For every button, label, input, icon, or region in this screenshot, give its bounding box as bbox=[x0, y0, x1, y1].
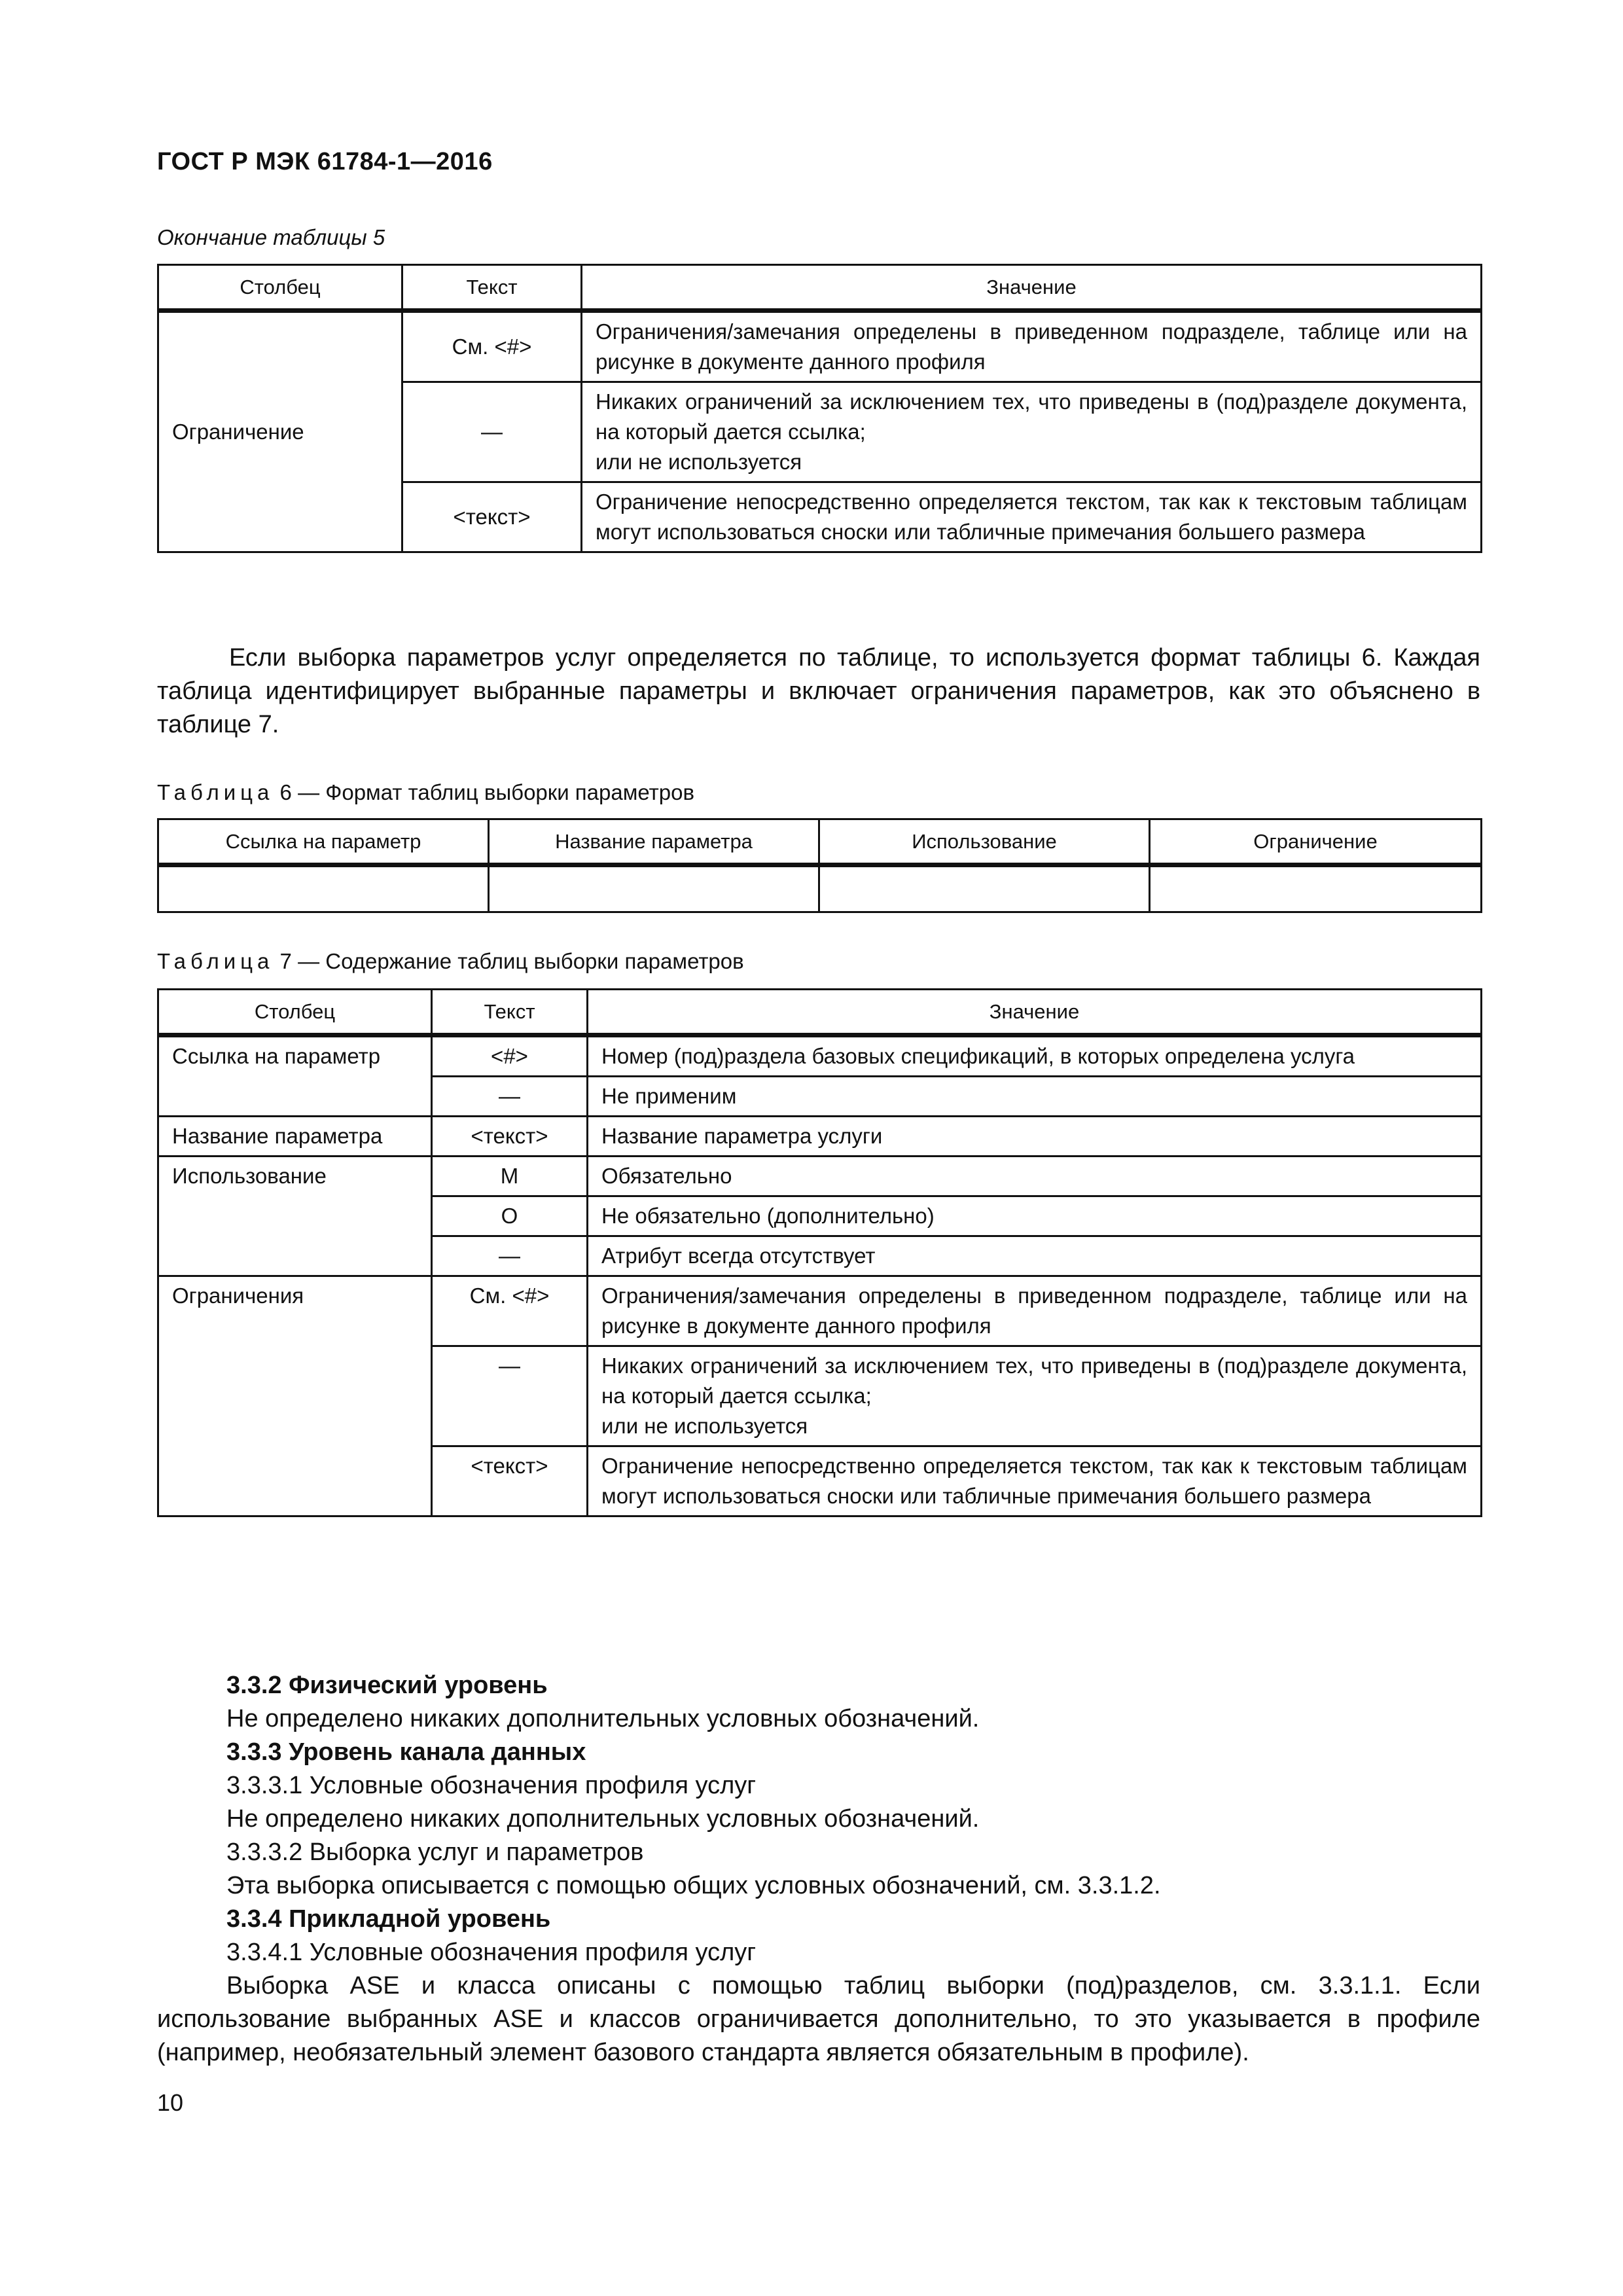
body-paragraph: Выборка ASE и класса описаны с помощью таблиц выборки (под)разделов, см. 3.3.1.1. Если использование выбранных ASE и классов ограничивается дополнительно, то это указывается в профиле (например, необязательный элемент базового стандарта является обязательным в профиле). bbox=[157, 1972, 1480, 2066]
table7-text-cell: — bbox=[432, 1077, 588, 1117]
body-paragraph: Если выборка параметров услуг определяется по таблице, то используется формат таблицы 6. Каждая таблица идентифицирует выбранные параметры и включает ограничения параметров, как это объяснено в таблице 7. bbox=[157, 644, 1480, 738]
table5-header-meaning: Значение bbox=[582, 265, 1482, 311]
table7-meaning-cell: Ограничение непосредственно определяется текстом, так как к текстовым таблицам могут использоваться сноски или табличные примечания большего размера bbox=[588, 1446, 1482, 1516]
table7-meaning-cell: Не применим bbox=[588, 1077, 1482, 1117]
section-heading: 3.3.4 Прикладной уровень bbox=[226, 1905, 551, 1933]
table7-column-cell: Название параметра bbox=[158, 1117, 432, 1157]
table5-text-cell: См. <#> bbox=[402, 311, 582, 382]
table7-caption-title: 7 — Содержание таблиц выборки параметров bbox=[274, 949, 744, 973]
table7-column-cell: Использование bbox=[158, 1157, 432, 1276]
table5-text-cell: — bbox=[402, 382, 582, 482]
table7-meaning-cell: Ограничения/замечания определены в приведенном подразделе, таблице или на рисунке в документе данного профиля bbox=[588, 1276, 1482, 1346]
table5-column-cell: Ограничение bbox=[158, 311, 402, 552]
table7 bbox=[157, 988, 1482, 1517]
document-page bbox=[157, 0, 1480, 2296]
table7-meaning-cell: Номер (под)раздела базовых спецификаций, в которых определена услуга bbox=[588, 1035, 1482, 1077]
section-line: Не определено никаких дополнительных условных обозначений. bbox=[226, 1705, 980, 1732]
table5-meaning-cell: Ограничения/замечания определены в приведенном подразделе, таблице или на рисунке в документе данного профиля bbox=[582, 311, 1482, 382]
sections-block bbox=[157, 1669, 1480, 2070]
table7-text-cell: — bbox=[432, 1346, 588, 1446]
table5 bbox=[157, 264, 1482, 553]
table6 bbox=[157, 818, 1482, 913]
table6-empty-cell bbox=[158, 865, 489, 912]
table7-text-cell: <#> bbox=[432, 1035, 588, 1077]
table7-meaning-cell bbox=[588, 1346, 1482, 1446]
table6-caption bbox=[157, 780, 694, 805]
table6-caption-prefix: Таблица bbox=[157, 780, 274, 804]
table7-header-column: Столбец bbox=[158, 990, 432, 1035]
meaning-line: или не используется bbox=[601, 1414, 808, 1438]
section-line: 3.3.4.1 Условные обозначения профиля услуг bbox=[226, 1939, 757, 1966]
section-heading: 3.3.2 Физический уровень bbox=[226, 1672, 548, 1699]
table7-text-cell: <текст> bbox=[432, 1446, 588, 1516]
table6-header-usage: Использование bbox=[819, 819, 1150, 865]
meaning-line: Никаких ограничений за исключением тех, что приведены в (под)разделе документа, на который дается ссылка; bbox=[601, 1354, 1467, 1408]
table6-header-parameter-name: Название параметра bbox=[489, 819, 819, 865]
table7-meaning-cell: Обязательно bbox=[588, 1157, 1482, 1196]
table6-empty-cell bbox=[489, 865, 819, 912]
table6-caption-title: 6 — Формат таблиц выборки параметров bbox=[274, 780, 695, 804]
table7-text-cell: O bbox=[432, 1196, 588, 1236]
meaning-line: Никаких ограничений за исключением тех, что приведены в (под)разделе документа, на который дается ссылка; bbox=[596, 389, 1467, 444]
table7-caption-prefix: Таблица bbox=[157, 949, 274, 973]
section-line: 3.3.3.1 Условные обозначения профиля услуг bbox=[226, 1772, 757, 1799]
section-heading: 3.3.3 Уровень канала данных bbox=[226, 1738, 586, 1766]
table5-meaning-cell: Ограничение непосредственно определяется текстом, так как к текстовым таблицам могут использоваться сноски или табличные примечания большего размера bbox=[582, 482, 1482, 552]
table6-header-parameter-ref: Ссылка на параметр bbox=[158, 819, 489, 865]
table6-empty-cell bbox=[819, 865, 1150, 912]
section-line: Эта выборка описывается с помощью общих условных обозначений, см. 3.3.1.2. bbox=[226, 1872, 1161, 1899]
table5-header-text: Текст bbox=[402, 265, 582, 311]
table7-text-cell: M bbox=[432, 1157, 588, 1196]
table7-meaning-cell: Название параметра услуги bbox=[588, 1117, 1482, 1157]
page-number: 10 bbox=[157, 2089, 184, 2116]
table5-meaning-cell bbox=[582, 382, 1482, 482]
table7-header-text: Текст bbox=[432, 990, 588, 1035]
section-line: 3.3.3.2 Выборка услуг и параметров bbox=[226, 1839, 644, 1866]
table7-text-cell: См. <#> bbox=[432, 1276, 588, 1346]
table6-header-restriction: Ограничение bbox=[1150, 819, 1482, 865]
table7-column-cell: Ограничения bbox=[158, 1276, 432, 1516]
table7-column-cell: Ссылка на параметр bbox=[158, 1035, 432, 1117]
table7-caption bbox=[157, 949, 744, 974]
section-line: Не определено никаких дополнительных условных обозначений. bbox=[226, 1805, 980, 1833]
table6-empty-cell bbox=[1150, 865, 1482, 912]
table7-text-cell: <текст> bbox=[432, 1117, 588, 1157]
document-header: ГОСТ Р МЭК 61784-1—2016 bbox=[157, 148, 493, 175]
table7-meaning-cell: Атрибут всегда отсутствует bbox=[588, 1236, 1482, 1276]
table5-header-column: Столбец bbox=[158, 265, 402, 311]
table5-text-cell: <текст> bbox=[402, 482, 582, 552]
table7-header-meaning: Значение bbox=[588, 990, 1482, 1035]
table7-meaning-cell: Не обязательно (дополнительно) bbox=[588, 1196, 1482, 1236]
table5-caption: Окончание таблицы 5 bbox=[157, 225, 385, 249]
meaning-line: или не используется bbox=[596, 450, 802, 474]
table7-text-cell: — bbox=[432, 1236, 588, 1276]
